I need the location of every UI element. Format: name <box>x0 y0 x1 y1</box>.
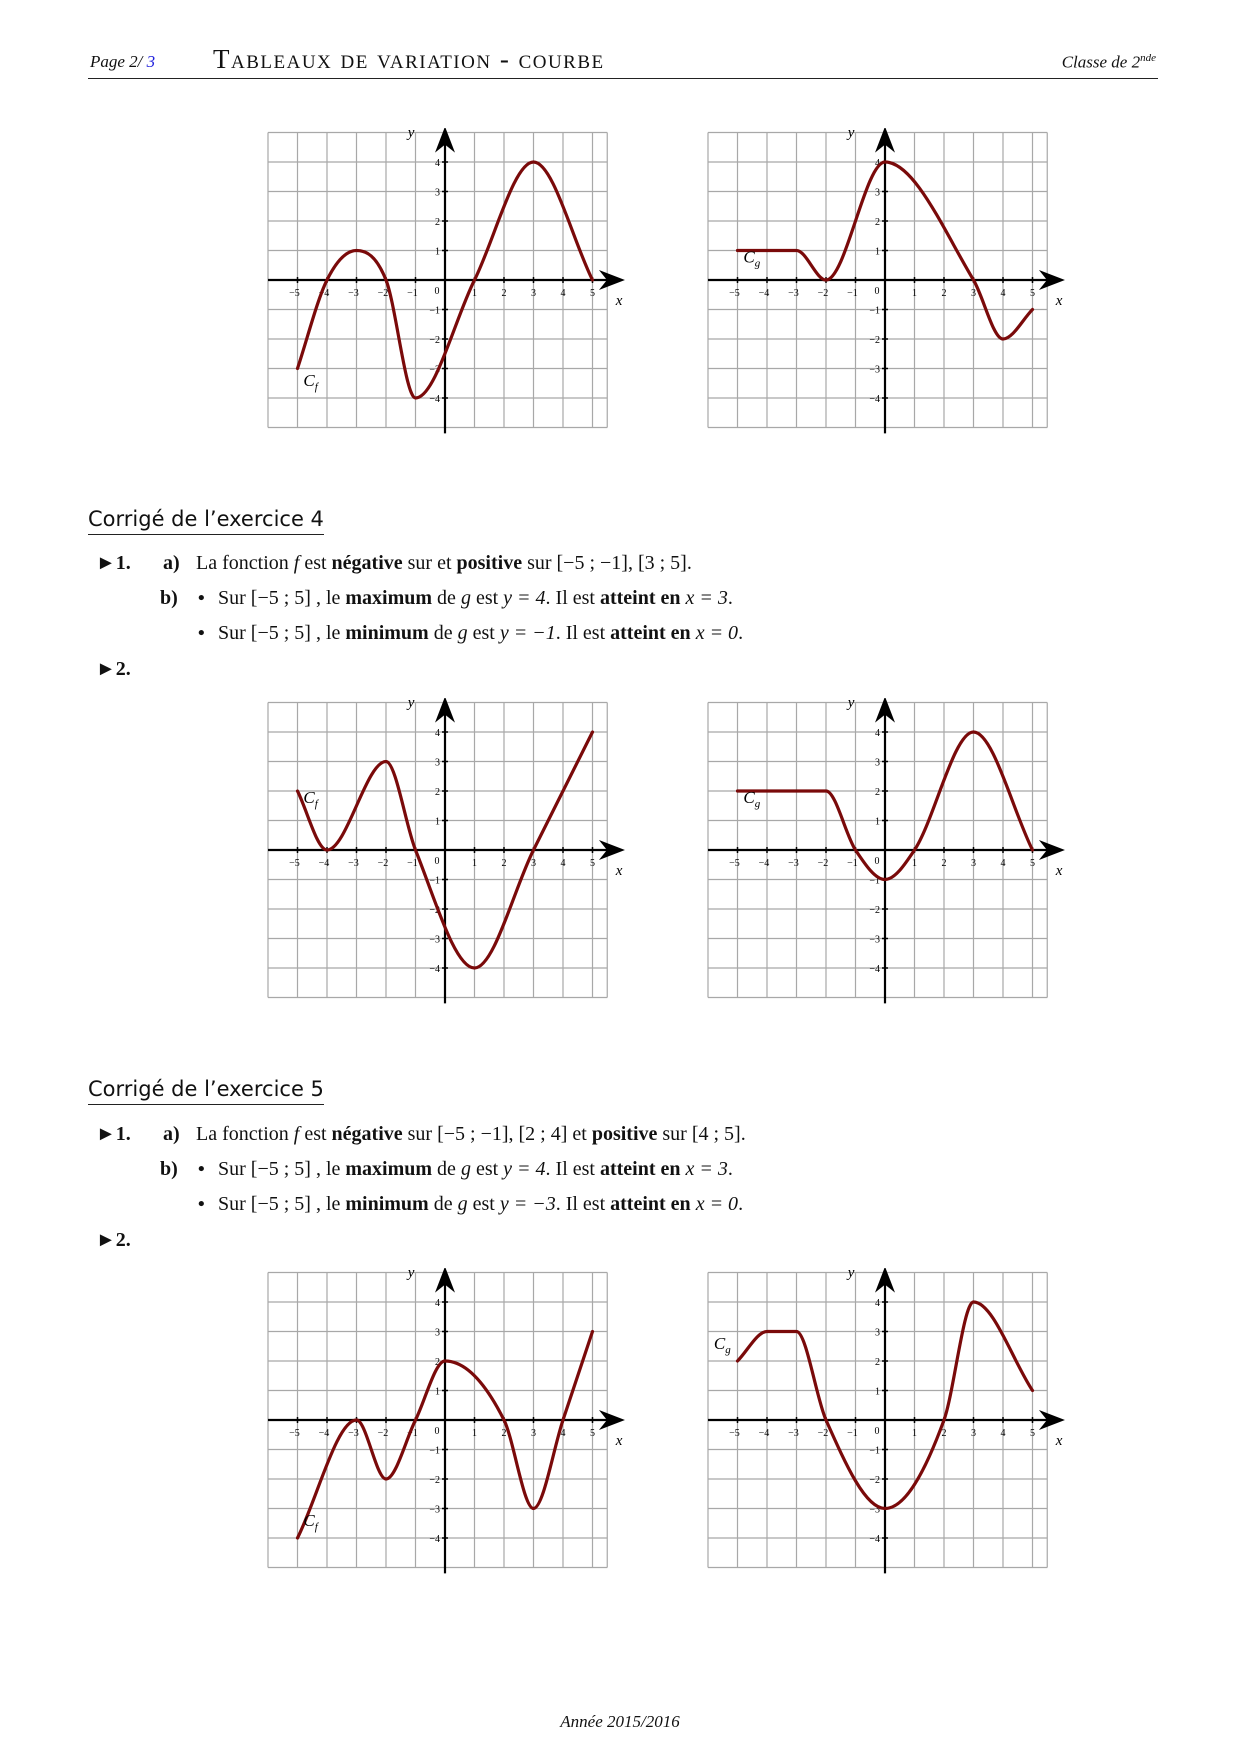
x-tick-label: 4 <box>560 288 566 299</box>
bold: maximum <box>345 1158 433 1180</box>
text: de <box>432 1158 461 1180</box>
x-tick-label: −1 <box>407 1428 418 1439</box>
equation: y = −3 <box>499 1193 556 1215</box>
y-tick-label: 1 <box>875 816 880 828</box>
answer-a <box>196 1123 746 1146</box>
question-number: 2. <box>115 1229 131 1251</box>
x-tick-label: 5 <box>590 1428 595 1439</box>
x-tick-label: −2 <box>377 1428 389 1439</box>
text: est <box>299 552 332 574</box>
x-tick-label: 1 <box>912 858 917 869</box>
var: g <box>460 587 471 609</box>
marker-icon: ► <box>96 1229 116 1251</box>
y-tick-label: −2 <box>429 905 440 916</box>
x-tick-label: 4 <box>1000 1428 1006 1439</box>
x-tick-label: −5 <box>289 288 300 299</box>
graph-1-svg <box>265 128 635 448</box>
x-axis-label: x <box>615 1433 623 1450</box>
text: La fonction <box>196 1123 294 1145</box>
origin-label: 0 <box>434 856 440 867</box>
class-text: Classe de 2 <box>1061 52 1141 72</box>
graph-6-svg <box>705 1268 1075 1588</box>
y-tick-label: 3 <box>435 1327 440 1339</box>
page-number <box>90 52 155 72</box>
question-number: 1. <box>115 552 131 574</box>
text: est <box>470 587 504 609</box>
text: Sur [−5 ; 5] , le <box>218 622 346 644</box>
y-tick-label: −1 <box>429 875 440 887</box>
y-tick-label: −4 <box>429 1534 440 1545</box>
x-tick-label: −1 <box>407 288 418 299</box>
x-tick-label: 3 <box>531 1428 536 1439</box>
x-tick-label: 2 <box>941 858 947 869</box>
x-tick-label: 1 <box>912 1428 917 1439</box>
x-tick-label: 5 <box>1030 858 1035 869</box>
bold: minimum <box>345 1193 429 1215</box>
x-tick-label: −1 <box>847 1428 858 1439</box>
bullet-icon: • <box>196 1194 207 1215</box>
bold: atteint en <box>610 622 691 644</box>
x-tick-label: −4 <box>318 1428 330 1439</box>
var: f <box>293 1123 300 1145</box>
x-tick-label: −1 <box>847 858 858 869</box>
part-a-label: a) <box>163 1123 180 1145</box>
text: . <box>738 622 744 644</box>
x-tick-label: 1 <box>472 858 477 869</box>
curve-label: $C_f$ <box>303 787 318 810</box>
answer-b2 <box>218 1193 743 1216</box>
text: est <box>470 1158 504 1180</box>
y-tick-label: −4 <box>429 964 440 975</box>
y-tick-label: 4 <box>875 728 880 739</box>
curve-label: $C_f$ <box>303 1511 318 1534</box>
y-tick-label: −4 <box>869 1534 880 1545</box>
y-tick-label: −4 <box>429 394 440 405</box>
question-number: 2. <box>115 658 131 680</box>
y-tick-label: −3 <box>429 1504 440 1516</box>
y-tick-label: 4 <box>435 728 440 739</box>
x-tick-label: −5 <box>729 1428 740 1439</box>
y-tick-label: 1 <box>435 1386 440 1398</box>
graph-1 <box>265 128 635 448</box>
y-tick-label: 4 <box>875 1298 880 1309</box>
graph-5 <box>265 1268 635 1588</box>
page-header <box>88 42 1158 79</box>
x-tick-label: 4 <box>1000 858 1006 869</box>
y-tick-label: 3 <box>435 757 440 769</box>
x-tick-label: −1 <box>847 288 858 299</box>
page-title: Tableaux de variation - courbe <box>213 44 605 74</box>
equation: y = −1 <box>499 622 556 644</box>
y-tick-label: 3 <box>875 1327 880 1339</box>
equation: y = 4 <box>503 587 546 609</box>
x-tick-label: 5 <box>590 288 595 299</box>
x-tick-label: 2 <box>941 288 947 299</box>
x-tick-label: −3 <box>348 288 359 299</box>
equation: x = 0 <box>695 1193 739 1215</box>
curve-label-sub: f <box>314 381 318 394</box>
graph-2 <box>705 128 1075 448</box>
page-total-link[interactable]: 3 <box>146 52 156 71</box>
question-2-marker <box>96 658 131 681</box>
y-tick-label: −2 <box>429 1475 440 1486</box>
y-tick-label: 4 <box>435 1298 440 1309</box>
y-tick-label: 1 <box>875 246 880 258</box>
curve-label: $C_g$ <box>713 1334 731 1357</box>
graph-3 <box>265 698 635 1018</box>
answer-a <box>196 552 692 575</box>
x-tick-label: 2 <box>941 1428 947 1439</box>
y-tick-label: 4 <box>435 158 440 169</box>
question-2-marker <box>96 1229 131 1252</box>
bold: atteint en <box>599 587 681 609</box>
y-tick-label: −1 <box>869 875 880 887</box>
y-axis-label: y <box>847 1268 855 1281</box>
bold: atteint en <box>599 1158 681 1180</box>
x-tick-label: −2 <box>817 288 829 299</box>
y-tick-label: −4 <box>869 394 880 405</box>
class-sup: nde <box>1140 52 1156 64</box>
marker-icon: ► <box>96 552 116 574</box>
x-tick-label: −4 <box>758 288 770 299</box>
x-tick-label: −5 <box>729 288 740 299</box>
y-axis-label: y <box>407 128 415 141</box>
graph-4-svg <box>705 698 1075 1018</box>
x-axis-label: x <box>1055 863 1063 880</box>
y-tick-label: −3 <box>429 364 440 376</box>
text: est <box>467 622 500 644</box>
curve-label-sub: f <box>314 797 318 810</box>
x-tick-label: −5 <box>289 1428 300 1439</box>
bullet-icon: • <box>196 623 207 644</box>
text: de <box>432 587 461 609</box>
var: f <box>293 552 300 574</box>
x-tick-label: −5 <box>729 858 740 869</box>
x-tick-label: 2 <box>501 1428 507 1439</box>
bullet-icon: • <box>196 588 207 609</box>
part-b-label: b) <box>160 1158 178 1180</box>
origin-label: 0 <box>434 286 440 297</box>
bullet-icon: • <box>196 1159 207 1180</box>
text: La fonction <box>196 552 294 574</box>
answer-b1 <box>218 1158 733 1181</box>
question-1-marker <box>96 552 131 575</box>
text: . Il est <box>545 1158 600 1180</box>
text: sur [4 ; 5]. <box>657 1123 746 1145</box>
curve-label-sub: f <box>314 1521 318 1534</box>
y-tick-label: 2 <box>435 217 440 228</box>
text: de <box>428 622 458 644</box>
x-tick-label: −2 <box>377 288 389 299</box>
x-tick-label: 3 <box>971 288 976 299</box>
y-tick-label: 3 <box>875 757 880 769</box>
equation: x = 3 <box>685 587 728 609</box>
x-tick-label: −4 <box>758 1428 770 1439</box>
x-tick-label: 5 <box>590 858 595 869</box>
text: . <box>738 1193 744 1215</box>
x-tick-label: −4 <box>318 858 330 869</box>
bold: négative <box>331 552 403 574</box>
part-a-label: a) <box>163 552 180 574</box>
x-tick-label: −2 <box>817 1428 829 1439</box>
y-axis-label: y <box>407 698 415 711</box>
y-tick-label: −3 <box>869 364 880 376</box>
answer-b1 <box>218 587 733 610</box>
x-tick-label: −1 <box>407 858 418 869</box>
x-tick-label: 1 <box>472 288 477 299</box>
y-tick-label: −1 <box>429 1445 440 1457</box>
y-tick-label: −2 <box>429 335 440 346</box>
equation: x = 0 <box>695 622 739 644</box>
y-axis-label: y <box>407 1268 415 1281</box>
curve-label: $C_g$ <box>743 247 761 270</box>
equation: y = 4 <box>503 1158 546 1180</box>
x-tick-label: 4 <box>560 858 566 869</box>
bold: positive <box>591 1123 658 1145</box>
x-tick-label: −3 <box>348 1428 359 1439</box>
question-number: 1. <box>115 1123 131 1145</box>
text: Sur [−5 ; 5] , le <box>218 587 346 609</box>
origin-label: 0 <box>874 856 880 867</box>
origin-label: 0 <box>434 1426 440 1437</box>
x-tick-label: 3 <box>531 288 536 299</box>
y-tick-label: 1 <box>875 1386 880 1398</box>
text: . Il est <box>555 1193 611 1215</box>
y-tick-label: 2 <box>875 217 880 228</box>
x-tick-label: −4 <box>318 288 330 299</box>
question-1-marker <box>96 1123 131 1146</box>
text: sur [−5 ; −1], [3 ; 5]. <box>522 552 692 574</box>
y-tick-label: −1 <box>869 1445 880 1457</box>
y-tick-label: −1 <box>429 305 440 317</box>
y-tick-label: −3 <box>869 934 880 946</box>
graph-2-svg <box>705 128 1075 448</box>
x-tick-label: 1 <box>912 288 917 299</box>
curve-label: $C_g$ <box>743 787 761 810</box>
bold: atteint en <box>610 1193 691 1215</box>
text: . <box>727 587 733 609</box>
marker-icon: ► <box>96 658 116 680</box>
var: g <box>460 1158 471 1180</box>
bold: minimum <box>345 622 429 644</box>
x-tick-label: 3 <box>971 858 976 869</box>
var: g <box>457 1193 468 1215</box>
bold: positive <box>456 552 523 574</box>
y-tick-label: −3 <box>429 934 440 946</box>
y-tick-label: 2 <box>435 787 440 798</box>
x-tick-label: −3 <box>788 288 799 299</box>
answer-b2 <box>218 622 743 645</box>
text: sur et <box>402 552 457 574</box>
y-tick-label: 2 <box>875 787 880 798</box>
text: est <box>467 1193 500 1215</box>
text: sur [−5 ; −1], [2 ; 4] et <box>402 1123 592 1145</box>
y-axis-label: y <box>847 698 855 711</box>
text: Sur [−5 ; 5] , le <box>218 1158 346 1180</box>
y-tick-label: −2 <box>869 1475 880 1486</box>
part-b-label: b) <box>160 587 178 609</box>
x-tick-label: 4 <box>1000 288 1006 299</box>
x-tick-label: −5 <box>289 858 300 869</box>
x-tick-label: 2 <box>501 858 507 869</box>
y-tick-label: 4 <box>875 158 880 169</box>
y-tick-label: −2 <box>869 905 880 916</box>
graph-5-svg <box>265 1268 635 1588</box>
page-label: Page 2/ <box>90 52 143 71</box>
x-axis-label: x <box>1055 293 1063 310</box>
x-tick-label: 5 <box>1030 288 1035 299</box>
footer: Année 2015/2016 <box>560 1712 680 1731</box>
x-tick-label: 5 <box>1030 1428 1035 1439</box>
y-tick-label: −3 <box>869 1504 880 1516</box>
x-tick-label: −4 <box>758 858 770 869</box>
x-tick-label: −2 <box>817 858 829 869</box>
curve-label-sub: g <box>725 1344 731 1357</box>
marker-icon: ► <box>96 1123 116 1145</box>
text: . <box>727 1158 733 1180</box>
text: est <box>299 1123 332 1145</box>
x-tick-label: 3 <box>531 858 536 869</box>
x-tick-label: −3 <box>788 1428 799 1439</box>
y-axis-label: y <box>847 128 855 141</box>
text: . Il est <box>555 622 611 644</box>
x-axis-label: x <box>1055 1433 1063 1450</box>
x-axis-label: x <box>615 863 623 880</box>
x-tick-label: 3 <box>971 1428 976 1439</box>
bold: maximum <box>345 587 433 609</box>
text: . Il est <box>545 587 600 609</box>
bold: négative <box>331 1123 403 1145</box>
section-5-title: Corrigé de l’exercice 5 <box>88 1077 324 1105</box>
origin-label: 0 <box>874 286 880 297</box>
y-tick-label: −4 <box>869 964 880 975</box>
x-tick-label: −3 <box>788 858 799 869</box>
graph-3-svg <box>265 698 635 1018</box>
x-tick-label: 1 <box>472 1428 477 1439</box>
y-tick-label: 1 <box>435 246 440 258</box>
equation: x = 3 <box>685 1158 728 1180</box>
curve-label-sub: g <box>754 797 761 810</box>
curve-label-sub: g <box>754 257 761 270</box>
x-axis-label: x <box>615 293 623 310</box>
curve-label: $C_f$ <box>303 371 318 394</box>
text: Sur [−5 ; 5] , le <box>218 1193 346 1215</box>
y-tick-label: −2 <box>869 335 880 346</box>
y-tick-label: 1 <box>435 816 440 828</box>
y-tick-label: 2 <box>435 1357 440 1368</box>
origin-label: 0 <box>874 1426 880 1437</box>
section-4-title: Corrigé de l’exercice 4 <box>88 507 324 535</box>
x-tick-label: 2 <box>501 288 507 299</box>
x-tick-label: −3 <box>348 858 359 869</box>
text: de <box>428 1193 458 1215</box>
graph-4 <box>705 698 1075 1018</box>
y-tick-label: −1 <box>869 305 880 317</box>
var: g <box>457 622 468 644</box>
y-tick-label: 3 <box>435 187 440 199</box>
y-tick-label: 2 <box>875 1357 880 1368</box>
graph-6 <box>705 1268 1075 1588</box>
x-tick-label: 4 <box>560 1428 566 1439</box>
y-tick-label: 3 <box>875 187 880 199</box>
x-tick-label: −2 <box>377 858 389 869</box>
class-label <box>1062 52 1156 73</box>
